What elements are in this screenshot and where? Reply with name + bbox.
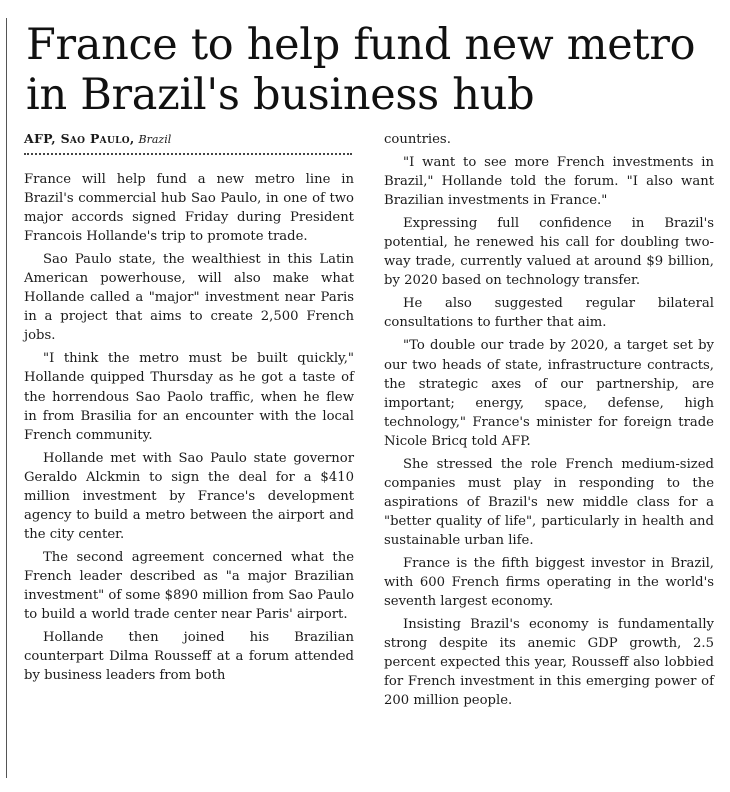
paragraph: "I want to see more French investments in Brazil," Hollande told the forum. "I also want Brazilian investments in France." xyxy=(384,155,714,209)
column-rule xyxy=(6,18,7,778)
paragraph: France will help fund a new metro line in Brazil's commercial hub Sao Paulo, in one of two major accords signed Friday during President Francois Hollande's trip to promote trade. xyxy=(24,172,354,245)
byline-divider xyxy=(24,153,352,155)
paragraph: Sao Paulo state, the wealthiest in this Latin American powerhouse, will also make what Hollande called a "major" investment near Paris in a project that aims to create 2,500 French jobs. xyxy=(24,252,354,344)
paragraph: "To double our trade by 2020, a target set by our two heads of state, infrastructure contracts, the strategic axes of our partnership, are important; energy, space, defense, high technology," France's minister for foreign trade Nicole Bricq told AFP. xyxy=(384,338,714,449)
paragraph: She stressed the role French medium-sized companies must play in responding to the aspirations of Brazil's new middle class for a "better quality of life", particularly in health and sustainable urban life. xyxy=(384,456,714,548)
paragraph: Hollande then joined his Brazilian counterpart Dilma Rousseff at a forum attended by business leaders from both xyxy=(24,630,354,684)
headline xyxy=(26,20,726,120)
paragraph-continuation: countries. xyxy=(384,132,451,147)
article-column-2 xyxy=(384,130,714,714)
paragraph: "I think the metro must be built quickly," Hollande quipped Thursday as he got a taste of the horrendous Sao Paolo traffic, when he flew in from Brasilia for an encounter with the local French community. xyxy=(24,351,354,443)
paragraph: France is the fifth biggest investor in Brazil, with 600 French firms operating in the world's seventh largest economy. xyxy=(384,555,714,610)
byline-agency: AFP, Sao Paulo, xyxy=(24,131,135,146)
byline-location: Brazil xyxy=(138,133,172,146)
paragraph: Expressing full confidence in Brazil's potential, he renewed his call for doubling two-way trade, currently valued at around $9 billion, by 2020 based on technology transfer. xyxy=(384,216,714,289)
paragraph: Insisting Brazil's economy is fundamentally strong despite its anemic GDP growth, 2.5 percent expected this year, Rousseff also lobbied for French investment in this emerging power of 200 million people. xyxy=(384,617,714,709)
headline-line-1: France to help fund new metro xyxy=(26,20,696,70)
paragraph: Hollande met with Sao Paulo state governor Geraldo Alckmin to sign the deal for a $410 million investment by France's development agency to build a metro between the airport and the city center. xyxy=(24,450,354,542)
headline-line-2: in Brazil's business hub xyxy=(26,70,535,120)
byline xyxy=(24,131,354,148)
article-column-1 xyxy=(24,170,354,689)
paragraph: He also suggested regular bilateral consultations to further that aim. xyxy=(384,296,714,331)
paragraph: The second agreement concerned what the French leader described as "a major Brazilian investment" of some $890 million from Sao Paulo to build a world trade center near Paris' airport. xyxy=(24,549,355,623)
